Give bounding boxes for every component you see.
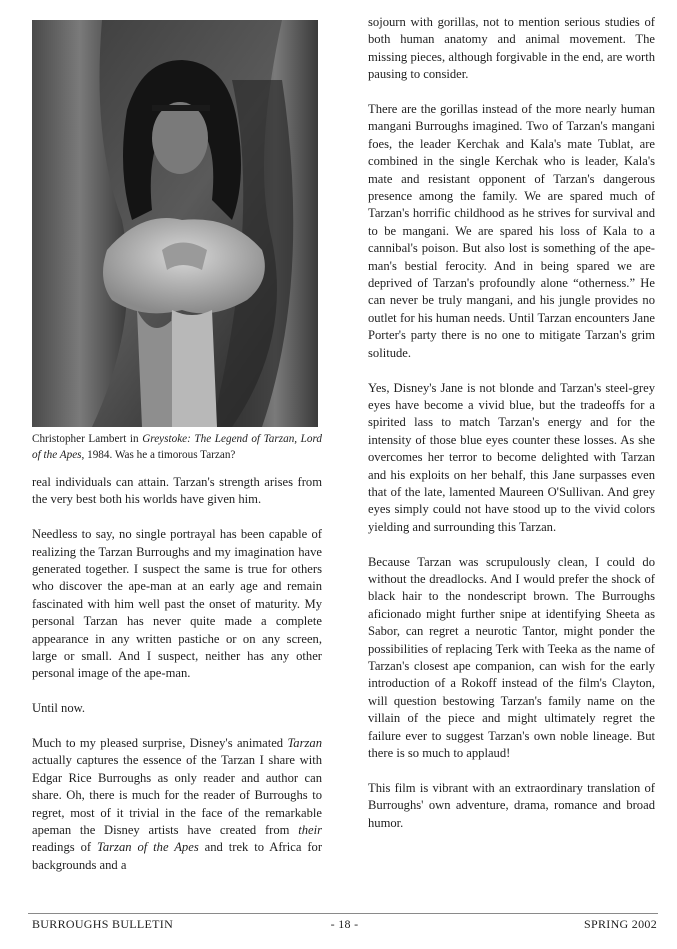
p4-book-title: Tarzan of the Apes — [97, 840, 199, 855]
left-paragraph-4 — [32, 735, 322, 874]
right-paragraph-1: sojourn with gorillas, not to mention serious studies of both human anatomy and animal movement. The missing pieces, although forgivable in the end, are worth pausing to consider. — [368, 15, 655, 82]
left-column — [32, 474, 322, 892]
p4-tarzan-title: Tarzan — [287, 736, 322, 751]
left-paragraph-2: Needless to say, no single portrayal has been capable of realizing the Tarzan Burroughs and my imagination have generated together. I suspect the same is true for others who discover the ape-man at an early age and remain fascinated with him well past the onset of maturity. My personal Tarzan has never quite made a complete appearance in any written pastiche or on any screen, large or small. And I suspect, neither has any other personal image of the ape-man. — [32, 527, 322, 681]
right-paragraph-2: There are the gorillas instead of the more nearly human mangani Burroughs imagined. Two of Tarzan's mangani foes, the leader Kerchak and Kala's mate Tublat, are combined in the single Kerchak who is leader, Kala's mate and resistant opponent of Tarzan's dangerous presence among the family. We are spared much of Tarzan's horrific childhood as he strives for survival and to be mangani. We are spared his loss of Kala to a cannibal's poison. But also lost is something of the ape-man's bestial ferocity. And in being spared we are deprived of Tarzan's profoundly alone “otherness.” He can never be truly mangani, and his jungle provides no outlet for his human needs. Until Tarzan encounters Jane Porter's party there is no one to mitigate Tarzan's grim solitude. — [368, 102, 655, 360]
footer-page-number: - 18 - — [330, 917, 359, 931]
photo-caption — [32, 431, 322, 463]
p4-part-d: and trek to Africa for backgrounds and a — [32, 840, 323, 872]
left-paragraph-1: real individuals can attain. Tarzan's strength arises from the very best both his worlds have given him. — [32, 475, 322, 507]
right-paragraph-5: This film is vibrant with an extraordinary translation of Burroughs' own adventure, drama, romance and broad humor. — [368, 780, 655, 830]
photo — [32, 20, 318, 427]
caption-film-title: Greystoke: The Legend of Tarzan, Lord of the Apes — [32, 433, 323, 461]
p4-their: their — [298, 823, 322, 838]
right-paragraph-3: Yes, Disney's Jane is not blonde and Tarzan's steel-grey eyes have become a vivid blue, but the tradeoffs for a spirited lass to match Tarzan's energy and for the intensity of those blue eyes counter these losses. As she overcomes her terror to become delighted with Tarzan and his exploits on her behalf, this Jane surpasses even that of the late, lamented Maureen O'Sullivan. And grey eyes simply could not have stood up to the vivid colors yielding and surrounding this Tarzan. — [368, 380, 655, 534]
p4-part-c: readings of — [32, 840, 97, 855]
footer-publication: BURROUGHS BULLETIN — [32, 917, 174, 931]
right-paragraph-4: Because Tarzan was scrupulously clean, I could do without the dreadlocks. And I would prefer the shock of black hair to the nondescript brown. The Burroughs aficionado might further snipe at identifying Sheeta as Sabor, can regret a neurotic Tantor, might ponder the possibilities of replacing Terk with Teeka as the name of Tarzan's closest ape companion, can wish for the early introduction of a Rokoff instead of the film's Clayton, will question bestowing Tarzan's family name on the villain of the piece and might ultimately regret the failure ever to suggest Tarzan's own noble lineage. But there is so much to applaud! — [368, 554, 655, 761]
p4-part-a: Much to my pleased surprise, Disney's animated — [32, 736, 288, 751]
footer-issue: SPRING 2002 — [584, 917, 657, 931]
left-paragraph-3: Until now. — [32, 701, 86, 716]
right-column — [368, 14, 655, 849]
caption-post: , 1984. Was he a timorous Tarzan? — [81, 449, 236, 461]
p4-part-b: actually captures the essence of the Tarzan I share with Edgar Rice Burroughs as only reader and author can share. Oh, there is much for the reader of Burroughs to regret, most of it trivial in the face of the remarkable apeman the Disney artists have created from — [32, 753, 322, 838]
caption-pre: Christopher Lambert in — [32, 433, 143, 445]
photo-image — [32, 20, 318, 427]
footer-divider — [28, 913, 658, 914]
